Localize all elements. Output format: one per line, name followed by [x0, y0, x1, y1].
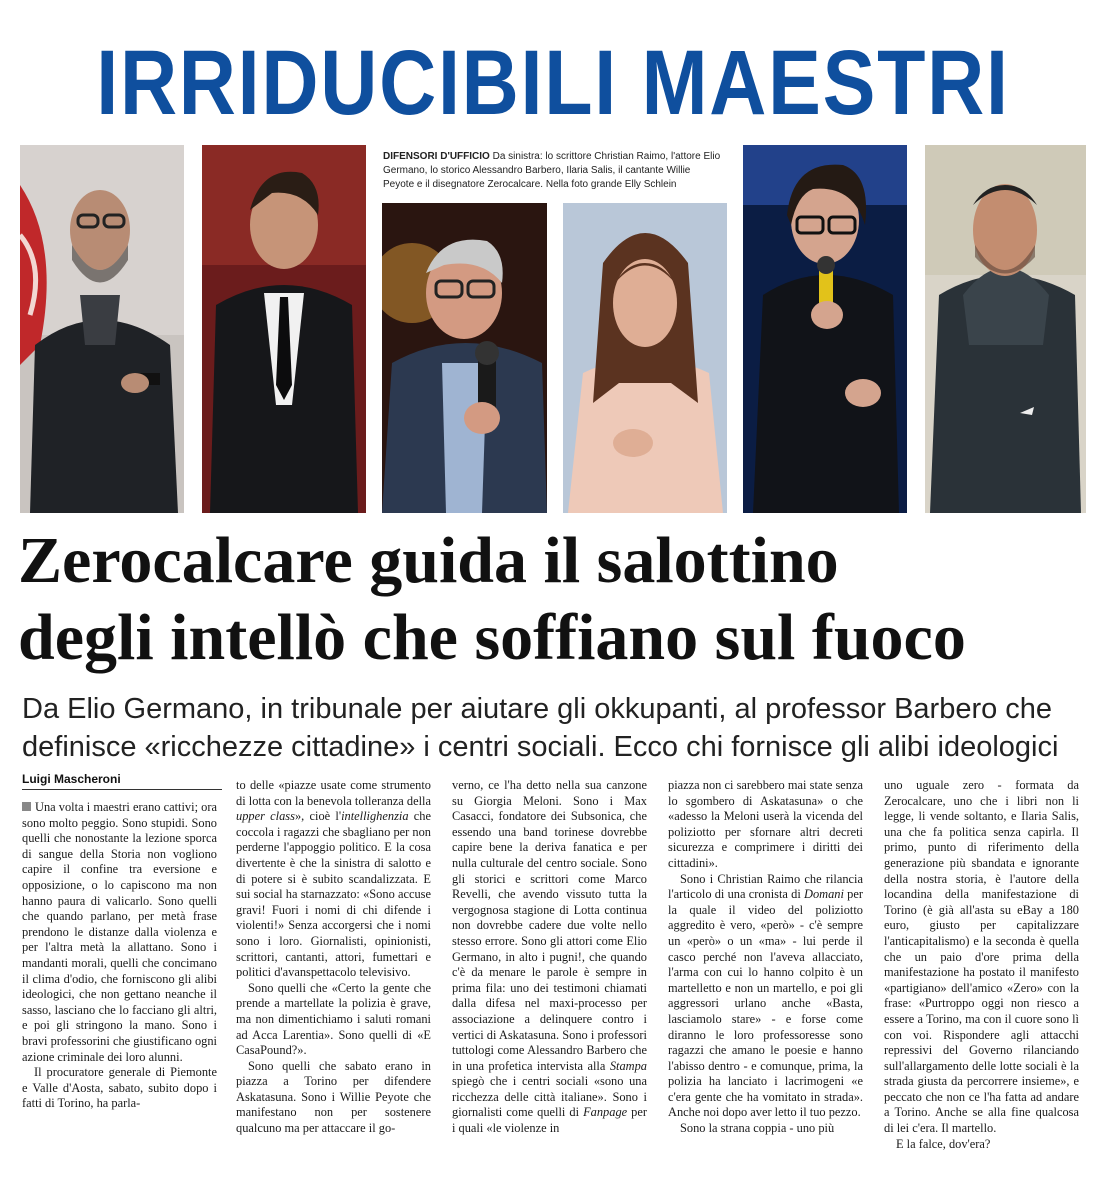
- photo-zerocalcare: [925, 145, 1086, 513]
- paragraph: Sono quelli che sabato erano in piazza a Torino per difendere Askatasuna. Sono i Willie Peyote che manifestano non per sostenere qualcuno ma per attaccare il go-: [236, 1058, 431, 1136]
- paragraph: verno, ce l'ha detto nella sua canzone su Giorgia Meloni. Sono i Max Casacci, fondatore dei Subsonica, che essendo una band torinese dovrebbe capire bene la deriva fanatica e per nulla culturale del centro sociale. Sono gli storici e scrittori come Marco Revelli, che avendo vissuto tutta la vergognosa stagione di Lotta continua non dovrebbe cadere due volte nello stesso errore. Sono gli attori come Elio Germano, in alto i pugni!, che quando c'è da menare le parole è sempre in prima fila: uno dei testimoni chiamati dalla difesa nel maxi-processo per associazione a delinquere contro i vertici di Askatasuna. Sono i professori tuttologi come Alessandro Barbero che in una profetica intervista alla Stampa spiegò che i centri sociali «sono una ricchezza delle città italiane». Sono i giornalisti come quelli di Fanpage per i quali «le violenze in: [452, 778, 647, 1136]
- headline-line-2: degli intellò che soffiano sul fuoco: [18, 601, 966, 674]
- paragraph: to delle «piazze usate come strumento di lotta con la benevola tolleranza della upper class», cioè l'intellighenzia che coccola i ragazzi che sbagliano per non perderne l'appoggio politico. E la cosa divertente è che la sinistra di salotto e di potere si è subito scandalizzata. E sui social ha starnazzato: «Sono accuse gravi! Fuori i nomi di chi difende i violenti!» Senza accorgersi che i nomi sono i loro. Giornalisti, opinionisti, scrittori, cantanti, attori, fumettari e politici d'avanspettacolo televisivo.: [236, 778, 431, 980]
- photo-strip: [20, 145, 1086, 513]
- article-column-2: [236, 778, 431, 1137]
- paragraph: Sono la strana coppia - uno più: [680, 1121, 835, 1136]
- paragraph: piazza non ci sarebbero mai state senza lo sgombero di Askatasuna» o che «adesso la Meloni userà la vicenda del poliziotto per sfornare altri decreti sicurezza e comprimere i diritti dei cittadini».: [668, 778, 863, 870]
- paragraph: Sono quelli che «Certo la gente che prende a martellate la polizia è grave, ma non dimentichiamo i saluti romani ad Acca Larentia». Sono quelli di «E CasaPound?».: [236, 980, 431, 1058]
- headline: [18, 522, 1093, 676]
- kicker-title: IRRIDUCIBILI MAESTRI: [96, 32, 1010, 134]
- photo-alessandro-barbero: [382, 203, 547, 513]
- caption-label: DIFENSORI D'UFFICIO: [383, 151, 490, 162]
- photo-christian-raimo: [20, 145, 184, 513]
- paragraph: Una volta i maestri erano cattivi; ora sono molto peggio. Sono stupidi. Sono quelli che nonostante la lezione sporca di sangue della Storia non vogliono capire il confine tra eversione e opposizione, o lo capiscono ma non hanno paura di valicarlo. Sono quelli che quando parlano, per metà frase prendono le distanze dalla violenza e per l'altra metà la allattano. Sono i mandanti morali, quelli che concimano il clima d'odio, che forniscono gli alibi ideologici, che non gettano neanche il sasso, lasciano che lo facciano gli altri, e poi gli stringono la mano. Sono i bravi professorini che giustificano ogni azione criminale dei loro alunni.: [22, 800, 217, 1064]
- article-column-3: [452, 778, 647, 1137]
- photo-willie-peyote: [743, 145, 907, 513]
- photo-caption: [383, 150, 723, 192]
- paragraph: Il procuratore generale di Piemonte e Valle d'Aosta, sabato, subito dopo i fatti di Torino, ha parla-: [22, 1065, 217, 1111]
- byline: Luigi Mascheroni: [22, 772, 222, 790]
- headline-line-1: Zerocalcare guida il salottino: [18, 524, 839, 597]
- article-column-5: [884, 778, 1079, 1152]
- paragraph: Sono i Christian Raimo che rilancia l'articolo di una cronista di Domani per la quale il video del poliziotto aggredito è vero, «però» - c'è sempre un «però» o un «ma» - lui perde il casco perché non l'aveva allacciato, l'arma con cui lo hanno colpito è un martelletto e non un martello, e poi gli aggressori urlano anche «Basta, lasciamolo stare» - e forse come diranno le loro professoresse sono ragazzi che amano le poesie e hanno l'abisso dentro - e comunque, prima, la polizia ha lanciato i lacrimogeni «e c'era gente che ha vomitato in strada». Anche noi dopo aver letto il tuo pezzo.: [668, 871, 863, 1120]
- paragraph: uno uguale zero - formata da Zerocalcare, uno che i libri non li legge, li vende soltanto, e Ilaria Salis, una che fa politica senza capirla. Il primo, punto di riferimento della generazione più sbandata e ignorante della nostra storia, è l'autore della locandina della manifestazione di Torino (è già all'asta su eBay a 180 euro, giusto per capitalizzare l'anticapitalismo) e la seconda è quella che un paio d'ore prima della manifestazione ha postato il manifesto «partigiano» dell'amico «Zero» con la frase: «Purtroppo oggi non riesco a essere a Torino, ma con il cuore sono lì con voi. Rispondere agli attacchi repressivi del Governo rilanciando sull'allargamento delle lotte sociali è la strada giusta da percorrere insieme», e peccato che non ce l'ha fatta ad andare a Torino. Anche se alla fine qualcosa di lei c'era. Il martello.: [884, 778, 1079, 1136]
- paragraph: E la falce, dov'era?: [896, 1136, 991, 1151]
- photo-ilaria-salis: [563, 203, 727, 513]
- caption-text: Da sinistra: lo scrittore Christian Raimo, l'attore Elio Germano, lo storico Alessandro Barbero, Ilaria Salis, il cantante Willie Peyote e il disegnatore Zerocalcare. Nella foto grande Elly Schlein: [383, 151, 721, 190]
- article-column-1: [22, 800, 217, 1112]
- article-column-4: [668, 778, 863, 1137]
- photo-elio-germano: [202, 145, 366, 513]
- subheadline: Da Elio Germano, in tribunale per aiutare gli okkupanti, al professor Barbero che definisce «ricchezze cittadine» i centri sociali. Ecco chi fornisce gli alibi ideologici: [22, 693, 1059, 763]
- start-square-icon: [22, 802, 31, 811]
